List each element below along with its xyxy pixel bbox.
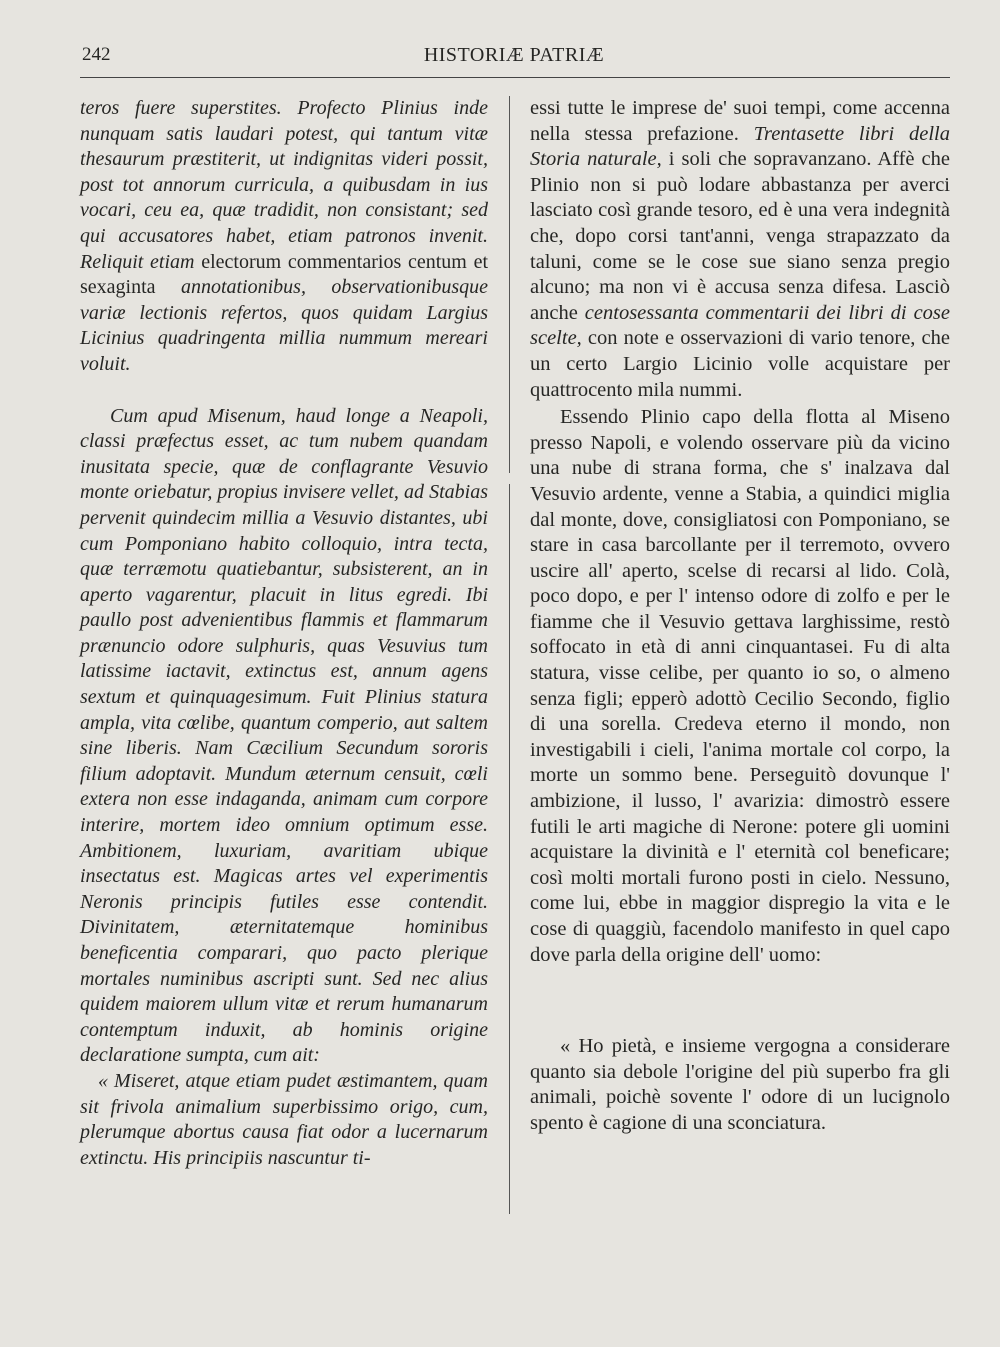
italian-paragraph-1: [530, 96, 950, 403]
italian-p1-a: essi tutte le imprese de' suoi tempi, come accenna nella stessa prefazione.: [530, 97, 950, 145]
italian-column: [530, 96, 950, 1137]
italian-p1-title-italic: Trentasette libri della Storia naturale,: [530, 122, 950, 171]
page-header: [80, 44, 948, 72]
latin-paragraph-1: [80, 96, 488, 378]
italian-quotation: « Ho pietà, e insieme vergogna a considerare quanto sia debole l'origine del più superbo fra gli animali, poichè sovente l' odore di un lucignolo spento è cagione di una sconciatura.: [530, 1035, 950, 1134]
latin-column: [80, 96, 488, 1171]
latin-p1-roman: electorum commentarios centum et sexaginta: [80, 250, 488, 299]
header-rule: [80, 77, 950, 78]
page-number: 242: [82, 44, 111, 65]
italian-p1-c: i soli che sopravanzano. Affè che Plinio non si può lodare abbastanza per averci lasciato così grande tesoro, ed è una vera indegnità che, dopo corsi tant'anni, venga strapazzato da taluni, come se le cose sue siano senza pregio alcuno; ma non vi è accusa senza difesa. Lasciò anche: [530, 148, 951, 324]
italian-p1-e: con note e osservazioni di vario tenore, che un certo Largio Licinio volle acquistare per quattrocento mila nummi.: [530, 327, 950, 401]
running-title: HISTORIÆ PATRIÆ: [423, 44, 605, 66]
italian-p1-commentarii-italic: centosessanta commentarii dei libri di cose scelte,: [530, 301, 950, 350]
latin-p1-italic-a: teros fuere superstites. Profecto Plinius inde nunquam satis laudari potest, qui tantum vitæ thesaurum præstiterit, ut indignitas videri possit, post tot annorum curricula, a quibusdam in ius vocari, ceu ea, quæ tradidit, non consistant; sed qui accusatores habet, etiam patronos invenit. Reliquit etiam: [80, 97, 488, 273]
latin-paragraph-2: Cum apud Misenum, haud longe a Neapoli, classi præfectus esset, ac tum nubem quandam inusitata specie, quæ de conflagrante Vesuvio monte oriebatur, propius invisere vellet, ad Stabias pervenit quindecim millia a Vesuvio distantes, ubi cum Pomponiano habito colloquio, intra tecta, quæ terræmotu quatiebantur, subsisterent, an in aperto vagarentur, placuit in litus egredi. Ibi paullo post advenientibus flammis et flammarum prænuncio odore sulphuris, quas Vesuvius tum latissime iactavit, extinctus est, annum agens sextum et quinquagesimum. Fuit Plinius statura ampla, vita cœlibe, quantum comperio, aut saltem sine liberis. Nam Cæcilium Secundum sororis filium adoptavit. Mundum æternum censuit, cœli extera non esse indaganda, animam cum corpore interire, mortem ideo omnium optimum esse. Ambitionem, luxuriam, avaritiam ubique insectatus est. Magicas artes vel experimentis Neronis principis futiles esse contendit. Divinitatem, æternitatemque hominibus beneficentia comparari, quo pacto plerique mortales numinibus ascripti sunt. Sed nec alius quidem maiorem ullum vitæ et rerum humanarum contemptum induxit, ab hominis origine declaratione sumpta, cum ait:: [80, 404, 488, 1067]
column-divider-upper: [509, 96, 510, 473]
latin-quotation: « Miseret, atque etiam pudet æstimantem, quam sit frivola animalium superbissimo origo, cum, plerumque abortus causa fiat odor a lucernarum extinctu. His principiis nascuntur ti-: [80, 1069, 488, 1169]
column-divider-lower: [509, 484, 510, 1214]
italian-paragraph-2: Essendo Plinio capo della flotta al Miseno presso Napoli, e volendo osservare più da vicino una nube di strana forma, che s' inalzava dal Vesuvio ardente, venne a Stabia, a quindici miglia dal monte, dove, consigliatosi con Pomponiano, se stare in casa barcollante per il terremoto, ovvero uscire all' aperto, scelse di recarsi al lido. Colà, poco dopo, e per l' intenso odore di zolfo e per le fiamme che il Vesuvio gettava larghissime, restò soffocato in età di anni cinquantasei. Fu di alta statura, visse celibe, per quanto io so, o almeno senza figli; epperò adottò Cecilio Secondo, figlio di una sorella. Credeva eterno il mondo, non investigabili i cieli, l'anima mortale col corpo, la morte un sommo bene. Perseguitò dovunque l' ambizione, il lusso, l' avarizia: dimostrò essere futili le arti magiche di Nerone: potere gli uomini acquistare la divinità e l' eternità col beneficare; così molti mortali furono posti in cielo. Nessuno, come lui, ebbe in maggior dispregio la vita e le cose di quaggiù, facendolo manifesto in quel capo dove parla della origine dell' uomo:: [530, 406, 950, 966]
latin-p1-italic-b: annotationibus, observationibusque variæ lectionis refertos, quos quidam Largius Licinius quadringenta millia nummum mereari voluit.: [80, 276, 488, 375]
